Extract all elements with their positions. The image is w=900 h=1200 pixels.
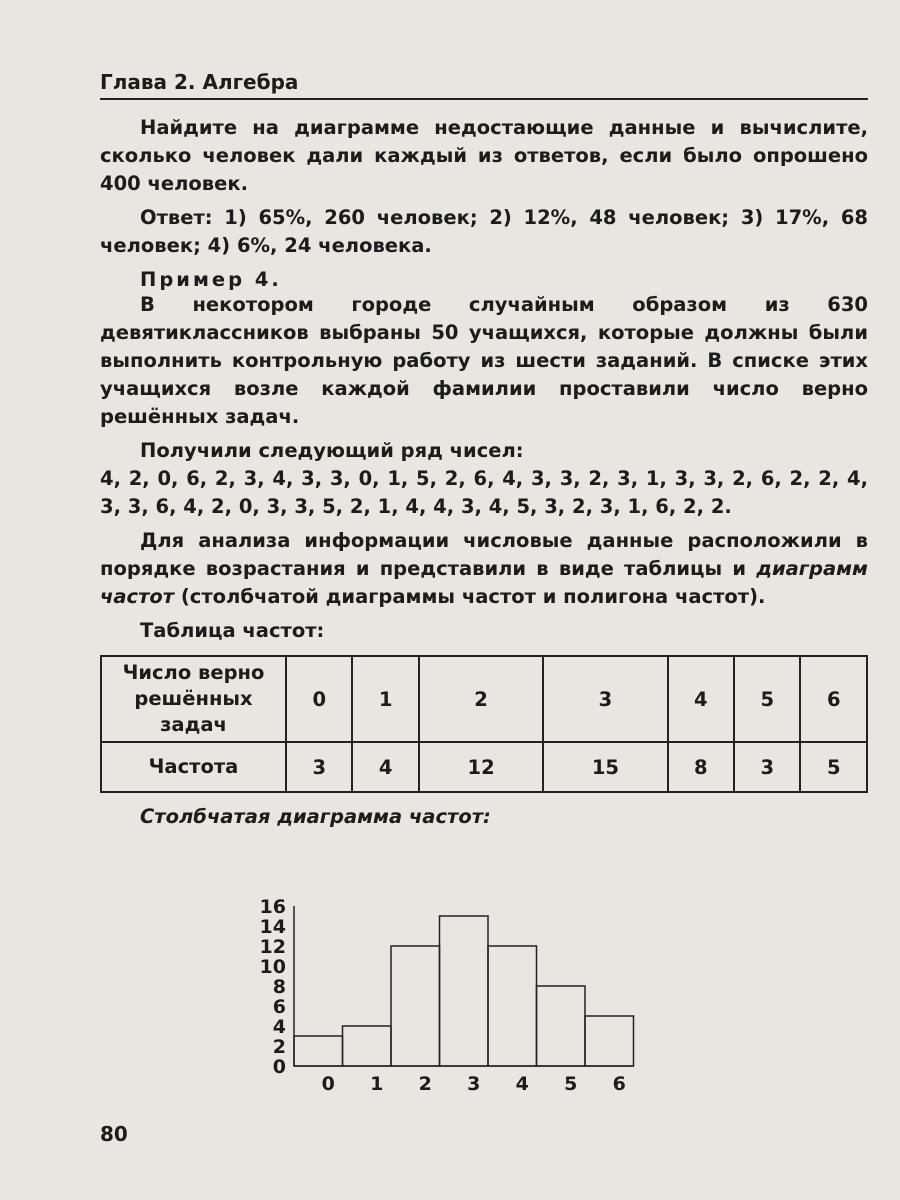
x-tick-label: 0 (321, 1073, 335, 1095)
table-cell: 6 (800, 656, 867, 742)
bar (294, 1036, 343, 1066)
paragraph-series-intro: Получили следующий ряд чисел: (140, 439, 524, 462)
table-row (101, 656, 867, 742)
table-header-tasks: Число верно решённых задач (101, 656, 286, 742)
table-cell: 8 (668, 742, 734, 792)
x-tick-label: 6 (612, 1073, 626, 1095)
y-tick-label: 4 (272, 1016, 286, 1038)
analysis-text-italic: диаграмм частот (100, 557, 868, 608)
page-number: 80 (100, 1122, 128, 1146)
bar (440, 916, 489, 1066)
chart-title: Столбчатая диаграмма частот: (140, 805, 491, 828)
x-tick-label: 5 (564, 1073, 578, 1095)
table-header-frequency: Частота (101, 742, 286, 792)
analysis-text-a: Для анализа информации числовые данные расположили в порядке возрастания и представили в виде таблицы и (100, 529, 868, 580)
table-cell: 3 (286, 742, 352, 792)
table-cell: 12 (419, 742, 543, 792)
y-tick-label: 8 (272, 976, 286, 998)
bar-chart (252, 896, 722, 1096)
frequency-table (100, 655, 868, 793)
page-content (100, 114, 868, 828)
table-cell: 5 (800, 742, 867, 792)
bar (585, 1016, 634, 1066)
table-title: Таблица частот: (140, 619, 325, 642)
analysis-text-b: (столбчатой диаграммы частот и полигона частот). (174, 585, 766, 608)
x-tick-label: 1 (370, 1073, 384, 1095)
table-cell: 3 (543, 656, 667, 742)
number-series: 4, 2, 0, 6, 2, 3, 4, 3, 3, 0, 1, 5, 2, 6, 4, 3, 3, 2, 3, 1, 3, 3, 2, 6, 2, 2, 4, 3, 3, 6, 4, 2, 0, 3, 3, 5, 2, 1, 4, 4, 3, 4, 5, 3, 2, 3, 1, 6, 2, 2. (100, 467, 868, 518)
paragraph-analysis (100, 527, 868, 611)
y-tick-label: 2 (272, 1036, 286, 1058)
y-tick-label: 12 (259, 936, 286, 958)
table-cell: 4 (668, 656, 734, 742)
y-tick-label: 6 (272, 996, 286, 1018)
table-row (101, 742, 867, 792)
x-tick-label: 2 (418, 1073, 432, 1095)
table-cell: 5 (734, 656, 800, 742)
table-cell: 15 (543, 742, 667, 792)
paragraph-example: В некотором городе случайным образом из 630 девятиклассников выбраны 50 учащихся, которые должны были выполнить контрольную работу из шести заданий. В списке этих учащихся возле каждой фамилии проставили число верно решённых задач. (100, 293, 868, 428)
bar-chart-svg (252, 896, 722, 1096)
paragraph-answer: Ответ: 1) 65%, 260 человек; 2) 12%, 48 человек; 3) 17%, 68 человек; 4) 6%, 24 человека. (100, 206, 868, 257)
y-tick-label: 0 (272, 1056, 286, 1078)
y-tick-label: 14 (259, 916, 286, 938)
bar (537, 986, 586, 1066)
bar (343, 1026, 392, 1066)
paragraph-task: Найдите на диаграмме недостающие данные и вычислите, сколько человек дали каждый из ответов, если было опрошено 400 человек. (100, 116, 868, 195)
x-tick-label: 4 (515, 1073, 529, 1095)
bar (391, 946, 440, 1066)
y-tick-label: 10 (259, 956, 286, 978)
table-cell: 3 (734, 742, 800, 792)
y-tick-label: 16 (259, 896, 286, 918)
chapter-header: Глава 2. Алгебра (100, 70, 868, 100)
x-tick-label: 3 (467, 1073, 481, 1095)
example-heading: Пример 4. (140, 268, 282, 291)
table-cell: 0 (286, 656, 352, 742)
table-cell: 1 (352, 656, 418, 742)
bar (488, 946, 537, 1066)
table-cell: 4 (352, 742, 418, 792)
table-cell: 2 (419, 656, 543, 742)
